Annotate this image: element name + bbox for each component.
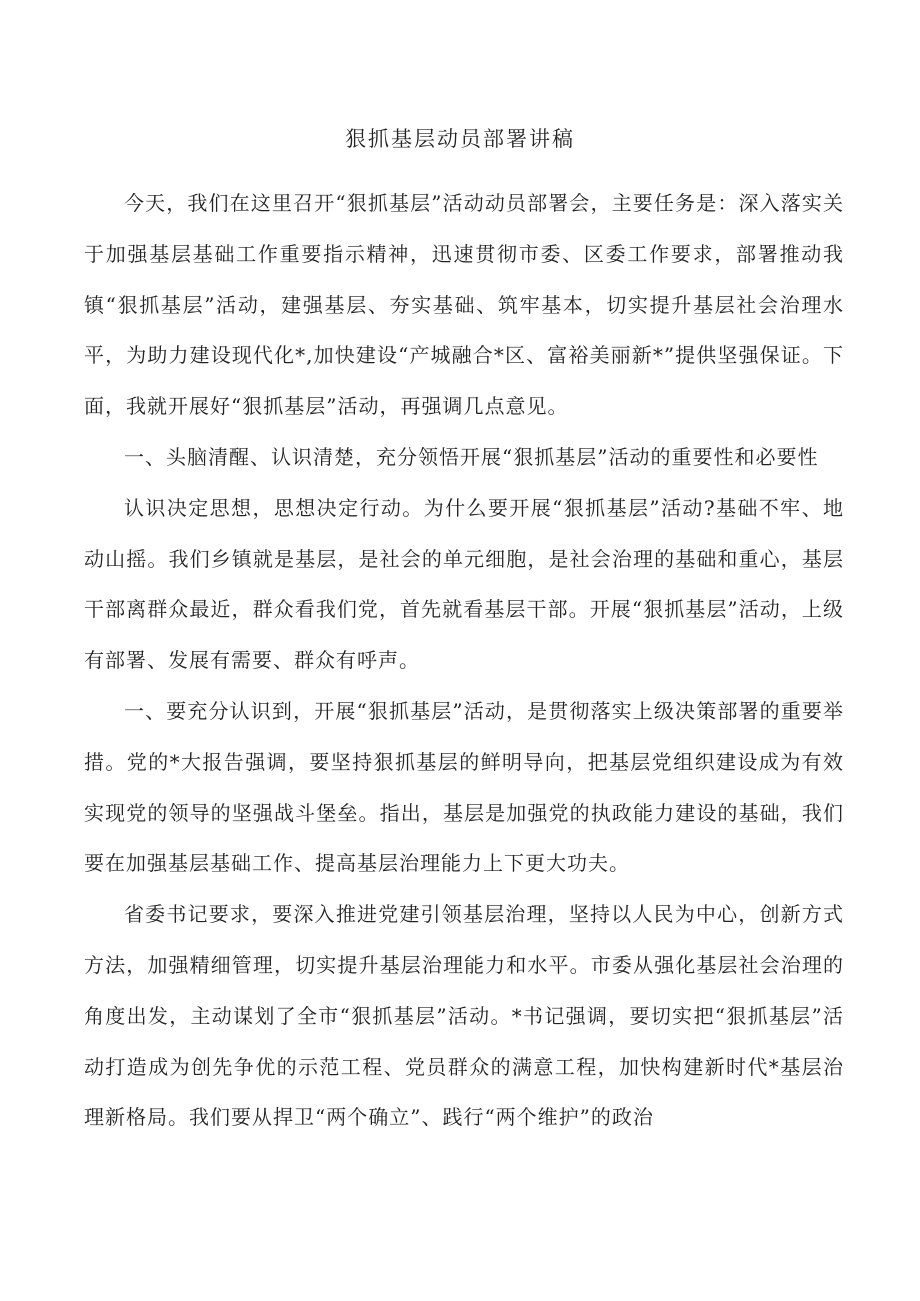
paragraph-provincial-requirements: 省委书记要求，要深入推进党建引领基层治理，坚持以人民为中心，创新方式方法，加强精细管理，切实提升基层治理能力和水平。市委从强化基层社会治理的角度出发，主动谋划了全市“狠抓基层”活动。*书记强调，要切实把“狠抓基层”活动打造成为创先争优的示范工程、党员群众的满意工程，加快构建新时代*基层治理新格局。我们要从捍卫“两个确立”、践行“两个维护”的政治	[84, 902, 844, 1130]
document-body	[84, 178, 844, 1143]
paragraph-understanding: 认识决定思想，思想决定行动。为什么要开展“狠抓基层”活动?基础不牢、地动山摇。我们乡镇就是基层，是社会的单元细胞，是社会治理的基础和重心，基层干部离群众最近，群众看我们党，首先就看基层干部。开展“狠抓基层”活动，上级有部署、发展有需要、群众有呼声。	[84, 495, 844, 673]
section-heading-1: 一、头脑清醒、认识清楚，充分领悟开展“狠抓基层”活动的重要性和必要性	[124, 444, 819, 469]
paragraph-point-1: 一、要充分认识到，开展“狠抓基层”活动，是贯彻落实上级决策部署的重要举措。党的*大报告强调，要坚持狠抓基层的鲜明导向，把基层党组织建设成为有效实现党的领导的坚强战斗堡垒。指出，基层是加强党的执政能力建设的基础，我们要在加强基层基础工作、提高基层治理能力上下更大功夫。	[84, 698, 844, 876]
paragraph-opening: 今天，我们在这里召开“狠抓基层”活动动员部署会，主要任务是：深入落实关于加强基层基础工作重要指示精神，迅速贯彻市委、区委工作要求，部署推动我镇“狠抓基层”活动，建强基层、夯实基础、筑牢基本，切实提升基层社会治理水平，为助力建设现代化*,加快建设“产城融合*区、富裕美丽新*”提供坚强保证。下面，我就开展好“狠抓基层”活动，再强调几点意见。	[84, 191, 844, 419]
document-title: 狠抓基层动员部署讲稿	[345, 127, 575, 151]
